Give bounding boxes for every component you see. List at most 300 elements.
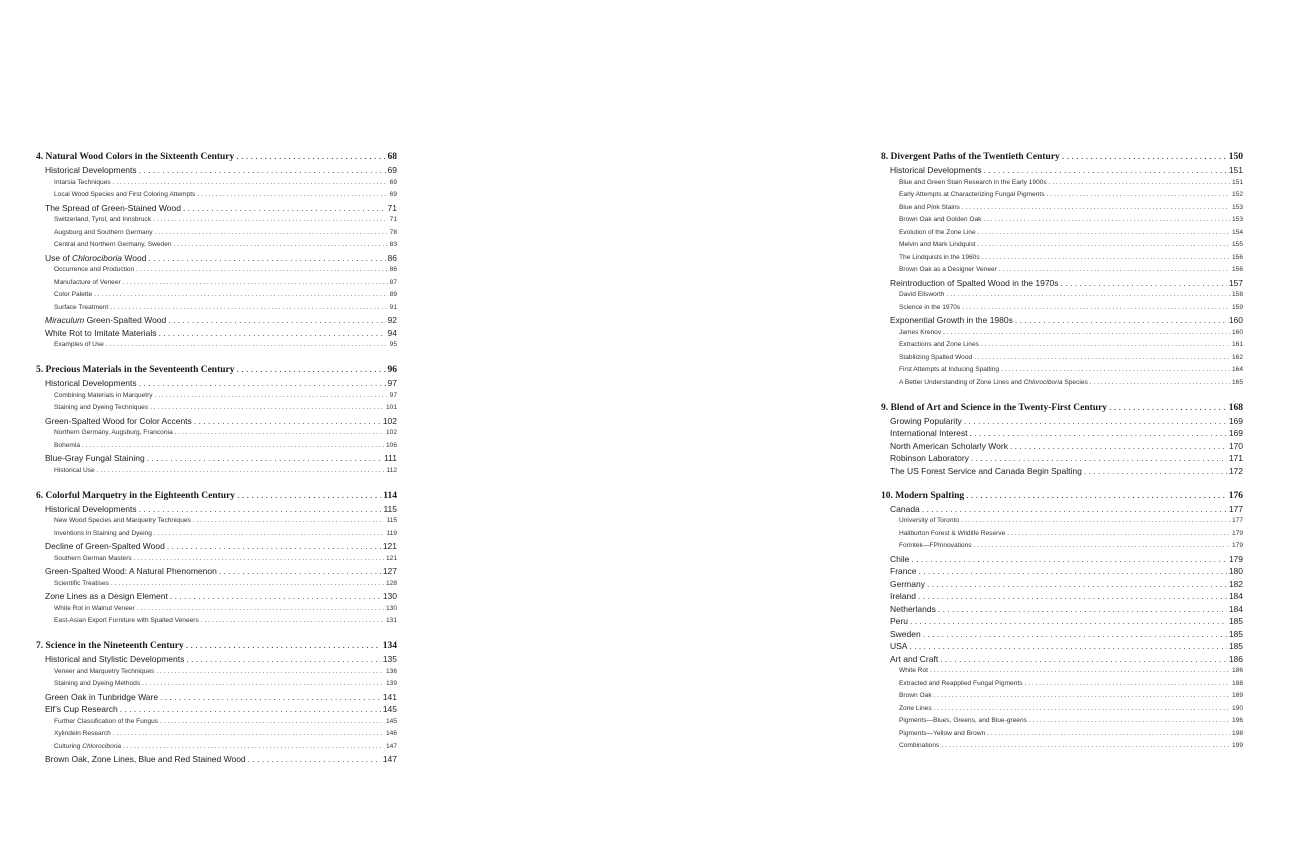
toc-dot-leader (139, 377, 386, 390)
toc-entry-title: 7. Science in the Nineteenth Century (36, 641, 184, 651)
toc-entry-title: 5. Precious Materials in the Seventeenth Century (36, 365, 235, 375)
toc-page-number: 128 (385, 579, 397, 587)
toc-section-entry[interactable] (36, 691, 397, 704)
toc-entry-title: Brown Oak (899, 692, 932, 699)
toc-section-entry[interactable] (881, 653, 1243, 666)
toc-sub-entry[interactable] (36, 528, 397, 541)
toc-dot-leader (120, 703, 381, 716)
toc-entry-title: Pigments—Yellow and Brown (899, 729, 986, 737)
toc-sub-entry[interactable] (881, 740, 1243, 753)
toc-spacer (36, 477, 397, 490)
toc-entry-title: International Interest (890, 428, 968, 438)
toc-entry-title: Xylindein Research (54, 730, 111, 737)
toc-sub-entry[interactable] (881, 339, 1243, 352)
toc-chapter-entry[interactable] (36, 151, 397, 164)
toc-entry-title: The Lindquists in the 1960s (899, 253, 980, 261)
toc-section-entry[interactable] (881, 628, 1243, 641)
toc-section-entry[interactable] (36, 703, 397, 716)
toc-section-entry[interactable] (36, 452, 397, 465)
toc-sub-entry[interactable] (881, 327, 1243, 340)
toc-sub-entry[interactable] (36, 440, 397, 453)
toc-spacer (881, 389, 1243, 402)
toc-entry-title: Pigments—Blues, Greens, and Blue-greens (899, 717, 1027, 724)
toc-page-number: 198 (1231, 729, 1243, 737)
toc-entry-title: Historical Developments (45, 165, 137, 175)
toc-dot-leader (134, 553, 384, 566)
toc-dot-leader (1015, 314, 1227, 327)
toc-entry-title: Decline of Green-Spalted Wood (45, 541, 165, 551)
toc-dot-leader (946, 289, 1230, 302)
toc-sub-entry[interactable] (36, 189, 397, 202)
toc-page-number: 188 (1231, 679, 1243, 687)
toc-entry-title: 9. Blend of Art and Science in the Twenty-First Century (881, 402, 1108, 413)
toc-section-entry[interactable] (36, 252, 397, 265)
toc-sub-entry[interactable] (881, 703, 1243, 716)
toc-page-number: 151 (1231, 178, 1243, 186)
toc-dot-leader (918, 565, 1226, 578)
toc-sub-entry[interactable] (36, 515, 397, 528)
toc-sub-entry[interactable] (881, 377, 1243, 390)
toc-sub-entry[interactable] (36, 741, 397, 754)
toc-sub-entry[interactable] (36, 615, 397, 628)
toc-page-number: 136 (385, 667, 397, 675)
toc-entry-title: Brown Oak and Golden Oak (899, 216, 982, 223)
toc-dot-leader (183, 202, 386, 215)
toc-entry-title: Sweden (890, 628, 921, 639)
toc-page-number: 102 (382, 415, 397, 426)
toc-entry-title: Green Oak in Tunbridge Ware (45, 691, 159, 702)
toc-dot-leader (962, 202, 1230, 215)
toc-page-number: 158 (1231, 291, 1243, 298)
toc-page-number: 69 (389, 191, 397, 198)
toc-dot-leader (1047, 189, 1230, 202)
toc-dot-leader (978, 239, 1230, 252)
toc-page-number: 69 (389, 178, 397, 186)
toc-page-number: 71 (389, 216, 397, 223)
toc-entry-title: White Rot (899, 667, 928, 674)
toc-page-number: 179 (1228, 553, 1243, 564)
toc-sub-entry[interactable] (881, 528, 1243, 541)
toc-page-number: 92 (387, 315, 397, 325)
toc-section-entry[interactable] (36, 415, 397, 428)
toc-sub-entry[interactable] (36, 666, 397, 679)
toc-sub-entry[interactable] (36, 264, 397, 277)
toc-page-number: 169 (1228, 428, 1243, 438)
toc-entry-title: Historical Use (54, 466, 95, 474)
toc-sub-entry[interactable] (881, 227, 1243, 240)
toc-dot-leader (909, 640, 1226, 653)
toc-dot-leader (113, 728, 384, 741)
toc-sub-entry[interactable] (881, 678, 1243, 691)
toc-sub-entry[interactable] (881, 239, 1243, 252)
toc-dot-leader (156, 666, 384, 679)
toc-section-entry[interactable] (36, 377, 397, 390)
toc-page-number: 182 (1228, 578, 1243, 589)
toc-page-number: 101 (385, 404, 397, 411)
toc-section-entry[interactable] (881, 553, 1243, 566)
toc-page-number: 189 (1231, 692, 1243, 699)
toc-entry-title-part: Wood (122, 252, 147, 263)
toc-sub-entry[interactable] (881, 177, 1243, 190)
toc-dot-leader (201, 615, 384, 628)
toc-page-number: 151 (1228, 165, 1243, 175)
toc-dot-leader (193, 515, 385, 528)
toc-dot-leader (139, 503, 382, 516)
toc-page-number: 152 (1231, 191, 1243, 198)
toc-entry-title: Green-Spalted Wood for Color Accents (45, 415, 192, 426)
toc-section-entry[interactable] (36, 540, 397, 553)
toc-section-entry[interactable] (881, 314, 1243, 327)
toc-dot-leader (153, 214, 388, 227)
toc-page-number: 114 (383, 490, 397, 501)
toc-page-number: 146 (385, 730, 397, 737)
toc-page-number: 190 (1231, 704, 1243, 712)
toc-page-number: 199 (1231, 742, 1243, 749)
toc-section-entry[interactable] (881, 452, 1243, 465)
toc-dot-leader (964, 415, 1227, 428)
toc-dot-leader (110, 302, 387, 315)
toc-dot-leader (175, 427, 384, 440)
toc-entry-title: Melvin and Mark Lindquist (899, 241, 976, 248)
toc-dot-leader (155, 390, 388, 403)
toc-dot-leader (123, 741, 384, 754)
toc-entry-title: New Wood Species and Marquetry Techniques (54, 517, 191, 524)
toc-sub-entry[interactable] (36, 214, 397, 227)
toc-entry-title: James Krenov (899, 328, 942, 336)
toc-page-number: 97 (387, 378, 397, 388)
toc-entry-title: Historical Developments (45, 378, 137, 388)
toc-page-number: 131 (385, 617, 397, 624)
toc-entry-title: Historical Developments (890, 165, 982, 175)
toc-entry-title: Southern German Masters (54, 554, 132, 562)
toc-section-entry[interactable] (881, 590, 1243, 603)
toc-sub-entry[interactable] (36, 728, 397, 741)
toc-dot-leader (147, 452, 382, 465)
toc-dot-leader (160, 691, 381, 704)
toc-entry-title: Forintek—FPInnovations (899, 542, 972, 549)
toc-entry-title: Elf’s Cup Research (45, 704, 118, 714)
toc-sub-entry[interactable] (36, 289, 397, 302)
toc-entry-title: First Attempts at Inducing Spalting (899, 366, 1000, 373)
toc-section-entry[interactable] (881, 615, 1243, 628)
toc-page-number: 179 (1231, 529, 1243, 537)
toc-dot-leader (155, 227, 388, 240)
toc-dot-leader (139, 164, 386, 177)
toc-spacer (36, 628, 397, 641)
toc-sub-entry[interactable] (36, 339, 397, 352)
toc-page-number: 155 (1231, 241, 1243, 248)
toc-dot-leader (934, 690, 1230, 703)
toc-sub-entry[interactable] (881, 352, 1243, 365)
toc-spacer (881, 477, 1243, 490)
toc-page-number: 176 (1228, 490, 1243, 501)
toc-entry-title: Manufacture of Veneer (54, 278, 121, 286)
toc-entry-title: Local Wood Species and First Coloring Attempts (54, 191, 196, 198)
toc-sub-entry[interactable] (881, 202, 1243, 215)
toc-dot-leader (1029, 715, 1230, 728)
toc-entry-title-part: Green-Spalted Wood (84, 315, 167, 325)
toc-chapter-entry[interactable] (881, 402, 1243, 415)
toc-page-number: 168 (1228, 402, 1243, 413)
toc-section-entry[interactable] (36, 202, 397, 215)
toc-entry-title (54, 741, 121, 754)
toc-chapter-entry[interactable] (36, 364, 397, 377)
toc-page-number: 112 (386, 466, 397, 474)
toc-page-number: 86 (389, 266, 397, 273)
toc-dot-leader (248, 753, 381, 766)
toc-entry-title: Northern Germany, Augsburg, Franconia (54, 429, 173, 436)
toc-page-number: 186 (1231, 667, 1243, 674)
toc-dot-leader (82, 440, 384, 453)
toc-page-number: 71 (387, 202, 397, 213)
toc-entry-title: Reintroduction of Spalted Wood in the 1970s (890, 277, 1059, 288)
toc-sub-entry[interactable] (881, 728, 1243, 741)
toc-dot-leader (999, 264, 1230, 277)
toc-entry-title: Exponential Growth in the 1980s (890, 315, 1013, 325)
toc-sub-entry[interactable] (881, 515, 1243, 528)
toc-page-number: 157 (1228, 277, 1243, 288)
toc-entry-title: Growing Popularity (890, 415, 962, 426)
toc-sub-entry[interactable] (881, 364, 1243, 377)
toc-page-number: 94 (387, 327, 397, 338)
toc-entry-title: USA (890, 641, 908, 651)
toc-dot-leader (1109, 402, 1227, 415)
toc-page-number: 169 (1228, 415, 1243, 426)
toc-dot-leader (918, 590, 1227, 603)
toc-section-entry[interactable] (36, 164, 397, 177)
toc-section-entry[interactable] (881, 465, 1243, 478)
toc-sub-entry[interactable] (881, 264, 1243, 277)
toc-dot-leader (158, 327, 385, 340)
toc-section-entry[interactable] (36, 503, 397, 516)
toc-page-number: 106 (385, 441, 397, 449)
toc-entry-title: 6. Colorful Marquetry in the Eighteenth Century (36, 490, 236, 501)
toc-dot-leader (974, 352, 1230, 365)
toc-page-number: 95 (389, 341, 397, 348)
toc-entry-title (45, 314, 166, 327)
toc-entry-title: Staining and Dyeing Techniques (54, 404, 149, 411)
toc-entry-title: Art and Craft (890, 653, 939, 664)
toc-page-number: 184 (1228, 591, 1243, 601)
toc-right-column (881, 151, 1243, 753)
toc-page-number: 119 (386, 529, 397, 537)
toc-dot-leader (974, 540, 1230, 553)
toc-dot-leader (961, 515, 1230, 528)
toc-page-number: 164 (1231, 366, 1243, 373)
toc-entry-title: Switzerland, Tyrol, and Innsbruck (54, 216, 151, 223)
toc-sub-entry[interactable] (36, 390, 397, 403)
toc-sub-entry[interactable] (36, 427, 397, 440)
toc-entry-title: Further Classification of the Fungus (54, 717, 159, 725)
toc-entry-title: Chile (890, 553, 910, 564)
toc-page-number: 180 (1228, 566, 1243, 576)
toc-page-number: 102 (385, 429, 397, 436)
toc-dot-leader (1010, 440, 1227, 453)
toc-entry-title: Zone Lines (899, 704, 932, 712)
toc-page-number: 185 (1228, 641, 1243, 651)
toc-sub-entry[interactable] (36, 678, 397, 691)
toc-entry-title: The US Forest Service and Canada Begin Spalting (890, 465, 1082, 476)
toc-dot-leader (983, 214, 1230, 227)
toc-section-entry[interactable] (881, 578, 1243, 591)
toc-sub-entry[interactable] (881, 252, 1243, 265)
toc-dot-leader (923, 628, 1227, 641)
toc-sub-entry[interactable] (36, 227, 397, 240)
toc-entry-title: Inventions in Staining and Dyeing (54, 529, 152, 537)
toc-section-entry[interactable] (881, 427, 1243, 440)
toc-entry-title: Blue and Green Stain Research in the Early 1900s (899, 178, 1047, 186)
toc-page-number: 177 (1228, 503, 1243, 514)
toc-sub-entry[interactable] (36, 578, 397, 591)
toc-page-number: 147 (385, 742, 397, 750)
toc-sub-entry[interactable] (36, 553, 397, 566)
toc-entry-title: Brown Oak, Zone Lines, Blue and Red Stained Wood (45, 754, 246, 764)
toc-dot-leader (167, 540, 381, 553)
toc-entry-title: 10. Modern Spalting (881, 490, 965, 501)
toc-sub-entry[interactable] (881, 289, 1243, 302)
toc-section-entry[interactable] (36, 314, 397, 327)
toc-entry-title: Blue and Pink Stains (899, 203, 960, 211)
toc-sub-entry[interactable] (881, 540, 1243, 553)
toc-entry-title: Extracted and Reapplied Fungal Pigments (899, 679, 1023, 687)
toc-sub-entry[interactable] (36, 465, 397, 478)
toc-dot-leader (943, 327, 1230, 340)
toc-section-entry[interactable] (881, 603, 1243, 616)
toc-dot-leader (97, 465, 385, 478)
toc-entry-title (899, 377, 1088, 390)
toc-entry-title: Veneer and Marquetry Techniques (54, 667, 155, 675)
toc-dot-leader (971, 452, 1227, 465)
toc-entry-title-part: Species (1062, 378, 1088, 386)
toc-sub-entry[interactable] (881, 715, 1243, 728)
toc-sub-entry[interactable] (36, 277, 397, 290)
toc-page-number: 185 (1228, 616, 1243, 626)
toc-page-number: 97 (389, 391, 397, 399)
toc-sub-entry[interactable] (36, 716, 397, 729)
toc-section-entry[interactable] (881, 415, 1243, 428)
toc-dot-leader (123, 277, 388, 290)
toc-page-number: 91 (389, 303, 397, 311)
toc-section-entry[interactable] (36, 753, 397, 766)
toc-sub-entry[interactable] (881, 189, 1243, 202)
toc-page-number: 134 (382, 641, 397, 651)
toc-section-entry[interactable] (36, 590, 397, 603)
toc-sub-entry[interactable] (36, 239, 397, 252)
toc-section-entry[interactable] (881, 440, 1243, 453)
toc-dot-leader (911, 553, 1226, 566)
toc-section-entry[interactable] (36, 565, 397, 578)
toc-entry-title: Occurrence and Production (54, 266, 135, 273)
toc-page-number: 78 (389, 228, 397, 236)
toc-entry-title: Haliburton Forest & Wildlife Reserve (899, 529, 1006, 537)
toc-sub-entry[interactable] (36, 603, 397, 616)
toc-section-entry[interactable] (36, 653, 397, 666)
toc-entry-title: Examples of Use (54, 341, 104, 348)
toc-dot-leader (150, 402, 384, 415)
toc-dot-leader (194, 415, 381, 428)
toc-dot-leader (237, 364, 386, 377)
toc-section-entry[interactable] (881, 565, 1243, 578)
toc-chapter-entry[interactable] (36, 640, 397, 653)
toc-section-entry[interactable] (881, 277, 1243, 290)
toc-entry-title: France (890, 566, 917, 576)
toc-page-number: 160 (1228, 315, 1243, 325)
toc-dot-leader (1061, 277, 1227, 290)
toc-dot-leader (984, 164, 1227, 177)
toc-dot-leader (962, 302, 1230, 315)
toc-sub-entry[interactable] (36, 402, 397, 415)
toc-spacer (36, 352, 397, 365)
toc-entry-title: North American Scholarly Work (890, 440, 1008, 451)
toc-chapter-entry[interactable] (36, 490, 397, 503)
toc-dot-leader (174, 239, 388, 252)
toc-page-number: 121 (382, 541, 397, 551)
toc-left-column (36, 151, 397, 766)
toc-page-number: 160 (1231, 328, 1243, 336)
toc-page-number: 153 (1231, 203, 1243, 211)
toc-section-entry[interactable] (36, 327, 397, 340)
toc-page-number: 127 (382, 566, 397, 576)
toc-sub-entry[interactable] (881, 690, 1243, 703)
toc-entry-title-part: A Better Understanding of Zone Lines and (899, 378, 1024, 386)
toc-sub-entry[interactable] (881, 302, 1243, 315)
toc-dot-leader (111, 578, 384, 591)
toc-dot-leader (219, 565, 381, 578)
toc-dot-leader (94, 289, 388, 302)
toc-section-entry[interactable] (881, 503, 1243, 516)
toc-page-number: 170 (1228, 440, 1243, 451)
toc-section-entry[interactable] (881, 640, 1243, 653)
toc-entry-title: Bohemia (54, 441, 81, 449)
toc-entry-title: Science in the 1970s (899, 303, 961, 311)
toc-entry-title: White Rot to Imitate Materials (45, 327, 157, 338)
toc-page-number: 153 (1231, 216, 1243, 223)
toc-dot-leader (927, 578, 1227, 591)
toc-entry-title-italic: Chlorociboria (71, 252, 123, 263)
toc-entry-title: David Ellsworth (899, 291, 945, 298)
toc-dot-leader (922, 503, 1227, 516)
toc-entry-title: 8. Divergent Paths of the Twentieth Century (881, 152, 1060, 162)
toc-section-entry[interactable] (881, 164, 1243, 177)
toc-dot-leader (1049, 177, 1230, 190)
toc-entry-title: The Spread of Green-Stained Wood (45, 202, 181, 213)
toc-dot-leader (106, 339, 388, 352)
toc-page-number: 150 (1228, 152, 1243, 162)
toc-sub-entry[interactable] (36, 177, 397, 190)
toc-entry-title: East-Asian Export Furniture with Spalted Veneers (54, 617, 199, 624)
toc-entry-title: Germany (890, 578, 925, 589)
toc-entry-title: Combinations (899, 742, 940, 749)
toc-page-number: 172 (1228, 465, 1243, 476)
toc-entry-title-italic: Miraculum (45, 315, 85, 325)
toc-dot-leader (237, 490, 381, 503)
toc-sub-entry[interactable] (36, 302, 397, 315)
toc-entry-title: Surface Treatment (54, 303, 109, 311)
toc-dot-leader (941, 740, 1230, 753)
toc-page-number: 147 (382, 754, 397, 764)
toc-entry-title: Combining Materials in Marquetry (54, 391, 153, 399)
toc-page-number: 83 (389, 241, 397, 248)
toc-sub-entry[interactable] (881, 665, 1243, 678)
toc-chapter-entry[interactable] (881, 151, 1243, 164)
toc-page-number: 171 (1228, 453, 1243, 463)
toc-chapter-entry[interactable] (881, 490, 1243, 503)
toc-entry-title-italic: Chlorociboria (1023, 378, 1063, 386)
toc-dot-leader (160, 716, 384, 729)
toc-sub-entry[interactable] (881, 214, 1243, 227)
toc-page-number: 115 (386, 517, 397, 524)
toc-entry-title: Extractions and Zone Lines (899, 341, 979, 348)
